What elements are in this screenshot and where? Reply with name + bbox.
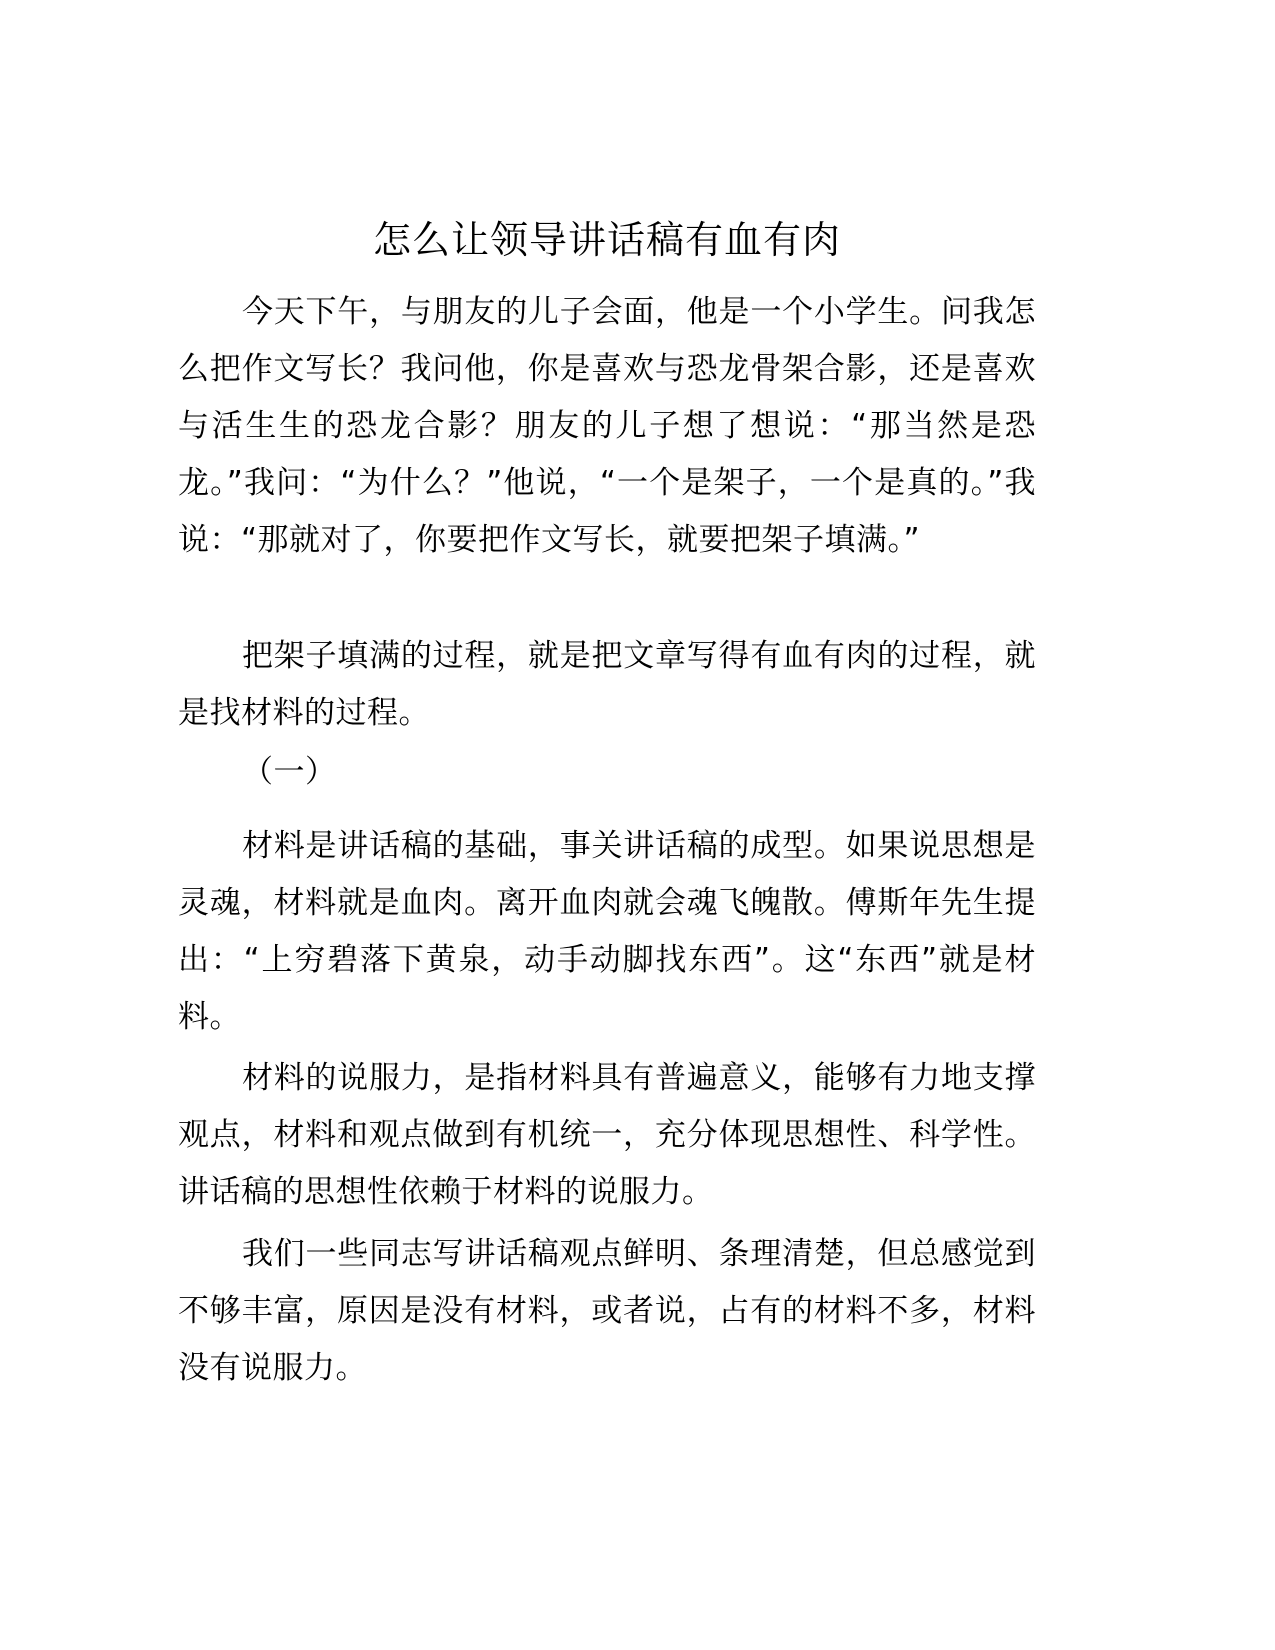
paragraph-persuasiveness: 材料的说服力，是指材料具有普遍意义，能够有力地支撑观点，材料和观点做到有机统一，充分体现思想性、科学性。讲话稿的思想性依赖于材料的说服力。 [178, 1060, 1036, 1210]
section-heading-one: （一） [242, 754, 337, 790]
paragraph-fill-frame: 把架子填满的过程，就是把文章写得有血有肉的过程，就是找材料的过程。 [178, 638, 1036, 731]
paragraph-intro-story: 今天下午，与朋友的儿子会面，他是一个小学生。问我怎么把作文写长？我问他，你是喜欢与恐龙骨架合影，还是喜欢与活生生的恐龙合影？朋友的儿子想了想说：“那当然是恐龙。”我问：“为什么？”他说，“一个是架子，一个是真的。”我说：“那就对了，你要把作文写长，就要把架子填满。” [178, 294, 1036, 558]
paragraph-lack-of-material: 我们一些同志写讲话稿观点鲜明、条理清楚，但总感觉到不够丰富，原因是没有材料，或者说，占有的材料不多，材料没有说服力。 [178, 1236, 1036, 1386]
paragraph-material-foundation: 材料是讲话稿的基础，事关讲话稿的成型。如果说思想是灵魂，材料就是血肉。离开血肉就会魂飞魄散。傅斯年先生提出：“上穷碧落下黄泉，动手动脚找东西”。这“东西”就是材料。 [178, 828, 1036, 1035]
document-title: 怎么让领导讲话稿有血有肉 [372, 218, 841, 262]
